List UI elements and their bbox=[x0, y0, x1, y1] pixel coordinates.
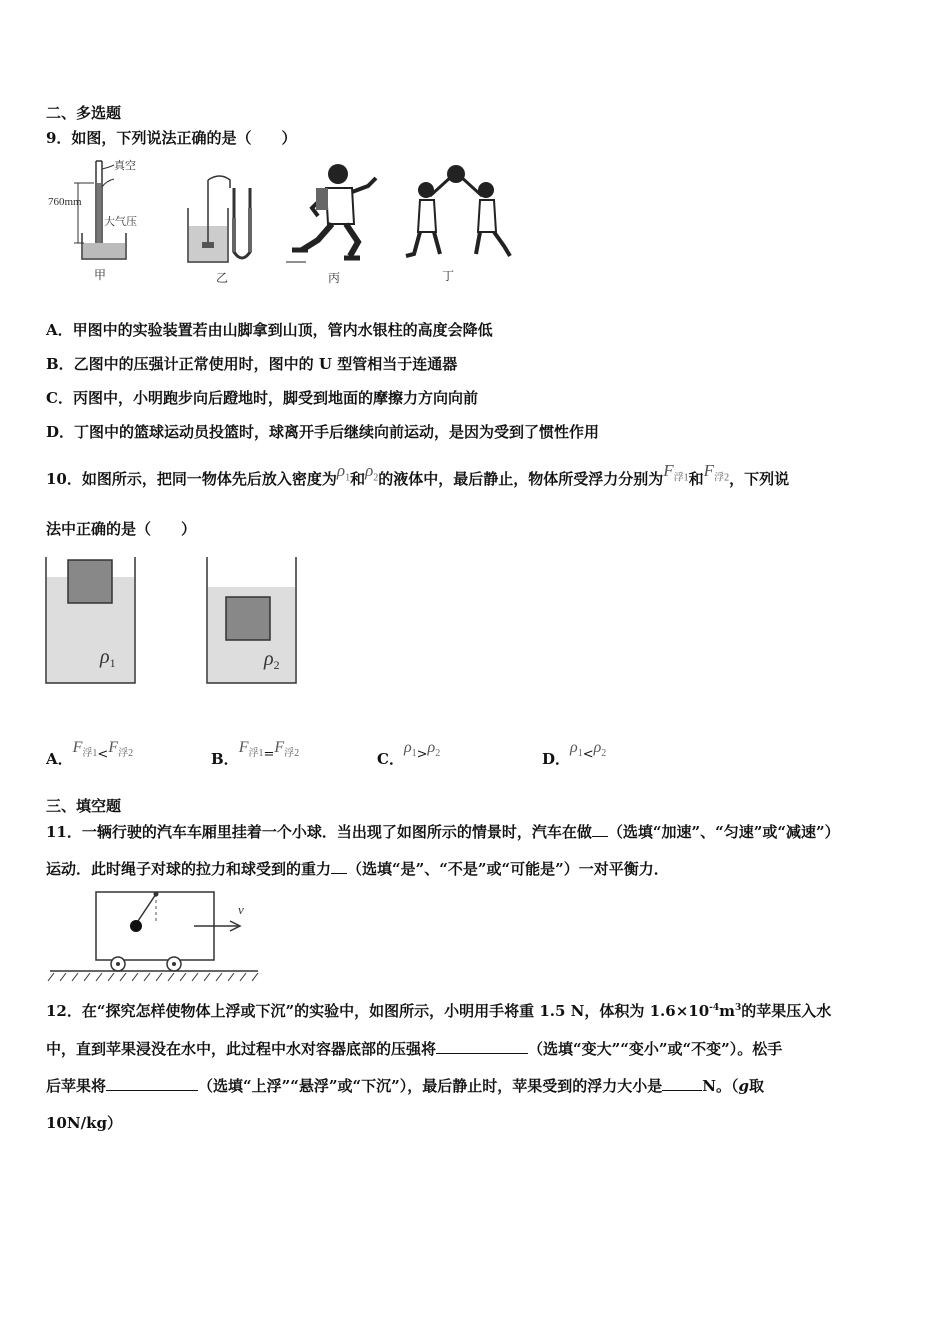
q12-line4: 10N/kg） bbox=[46, 1114, 122, 1132]
q12-blank-1[interactable] bbox=[436, 1039, 528, 1054]
q10-option-b: B．$F_{浮1}=F_{浮2}$ bbox=[211, 739, 300, 768]
atm-annotation: 大气压 bbox=[104, 216, 137, 228]
section-title-multiple-choice: 二、多选题 bbox=[46, 104, 122, 122]
q10-stem-line2: 法中正确的是（ ） bbox=[46, 520, 197, 538]
q9-option-a: A．甲图中的实验装置若由山脚拿到山顶，管内水银柱的高度会降低 bbox=[46, 321, 493, 339]
q10-figure-containers bbox=[40, 555, 310, 690]
q11-figure-car bbox=[44, 884, 264, 984]
q11-line1: 11．一辆行驶的汽车车厢里挂着一个小球．当出现了如图所示的情景时，汽车在做 （选填“加速”、“匀速”或“减速”） bbox=[46, 823, 840, 841]
vacuum-annotation: 真空 bbox=[114, 160, 136, 172]
q10-option-a: A．$F_{浮1}<F_{浮2}$ bbox=[46, 739, 134, 768]
container2-rho-label: $\rho_2$ bbox=[264, 648, 280, 672]
q9-figure-jia bbox=[44, 155, 154, 285]
fig-label-bing: 丙 bbox=[328, 271, 341, 285]
container1-rho-label: $\rho_1$ bbox=[100, 646, 116, 670]
q12-line1: 12．在“探究怎样使物体上浮或下沉”的实验中，如图所示，小明用手将重 1.5 N，体积为 $1.6\times 10^{-4}m^3$的苹果压入水 bbox=[46, 1002, 832, 1020]
q11-line2: 运动．此时绳子对球的拉力和球受到的重力 （选填“是”、“不是”或“可能是”）一对平衡力． bbox=[46, 860, 669, 878]
q10-stem-line1: 10．如图所示，把同一物体先后放入密度为$\rho_1$和$\rho_2$的液体中，最后静止，物体所受浮力分别为$F_{浮1}$和$F_{浮2}$，下列说 bbox=[46, 461, 790, 488]
q10-option-c: C．$\rho_1>\rho_2$ bbox=[377, 739, 441, 768]
q9-option-d: D．丁图中的篮球运动员投篮时，球离开手后继续向前运动，是因为受到了惯性作用 bbox=[46, 423, 600, 441]
q12-line2: 中，直到苹果浸没在水中，此过程中水对容器底部的压强将 （选填“变大”“变小”或“不变”）。松手 bbox=[46, 1040, 783, 1058]
velocity-label: v bbox=[238, 902, 244, 917]
fig-label-yi: 乙 bbox=[216, 271, 229, 285]
q12-line3: 后苹果将 （选填“上浮”“悬浮”或“下沉”），最后静止时，苹果受到的浮力大小是 N。（g取 bbox=[46, 1077, 765, 1095]
f2-symbol: $F_{浮2}$ bbox=[703, 461, 730, 484]
q9-stem: 9．如图，下列说法正确的是（ ） bbox=[46, 129, 297, 147]
q9-figure-yi bbox=[180, 168, 280, 286]
fig-label-ding: 丁 bbox=[442, 269, 455, 283]
q9-option-b: B．乙图中的压强计正常使用时，图中的 U 型管相当于连通器 bbox=[46, 355, 458, 373]
mm-annotation: 760mm bbox=[48, 196, 82, 208]
rho2-symbol: $\rho_2$ bbox=[365, 461, 379, 484]
q11-blank-2[interactable] bbox=[331, 859, 347, 874]
q12-blank-2[interactable] bbox=[106, 1076, 198, 1091]
q12-blank-3[interactable] bbox=[662, 1076, 702, 1091]
f1-symbol: $F_{浮1}$ bbox=[663, 461, 689, 484]
q10-option-d: D．$\rho_1<\rho_2$ bbox=[542, 739, 607, 768]
q11-blank-1[interactable] bbox=[592, 822, 608, 837]
fig-label-jia: 甲 bbox=[94, 268, 107, 282]
rho1-symbol: $\rho_1$ bbox=[336, 461, 351, 484]
q9-figure-bing bbox=[282, 158, 392, 286]
q9-figure-ding bbox=[400, 160, 520, 286]
section-title-fill-in: 三、填空题 bbox=[46, 797, 122, 815]
q9-option-c: C．丙图中，小明跑步向后蹬地时，脚受到地面的摩擦力方向向前 bbox=[46, 389, 478, 407]
